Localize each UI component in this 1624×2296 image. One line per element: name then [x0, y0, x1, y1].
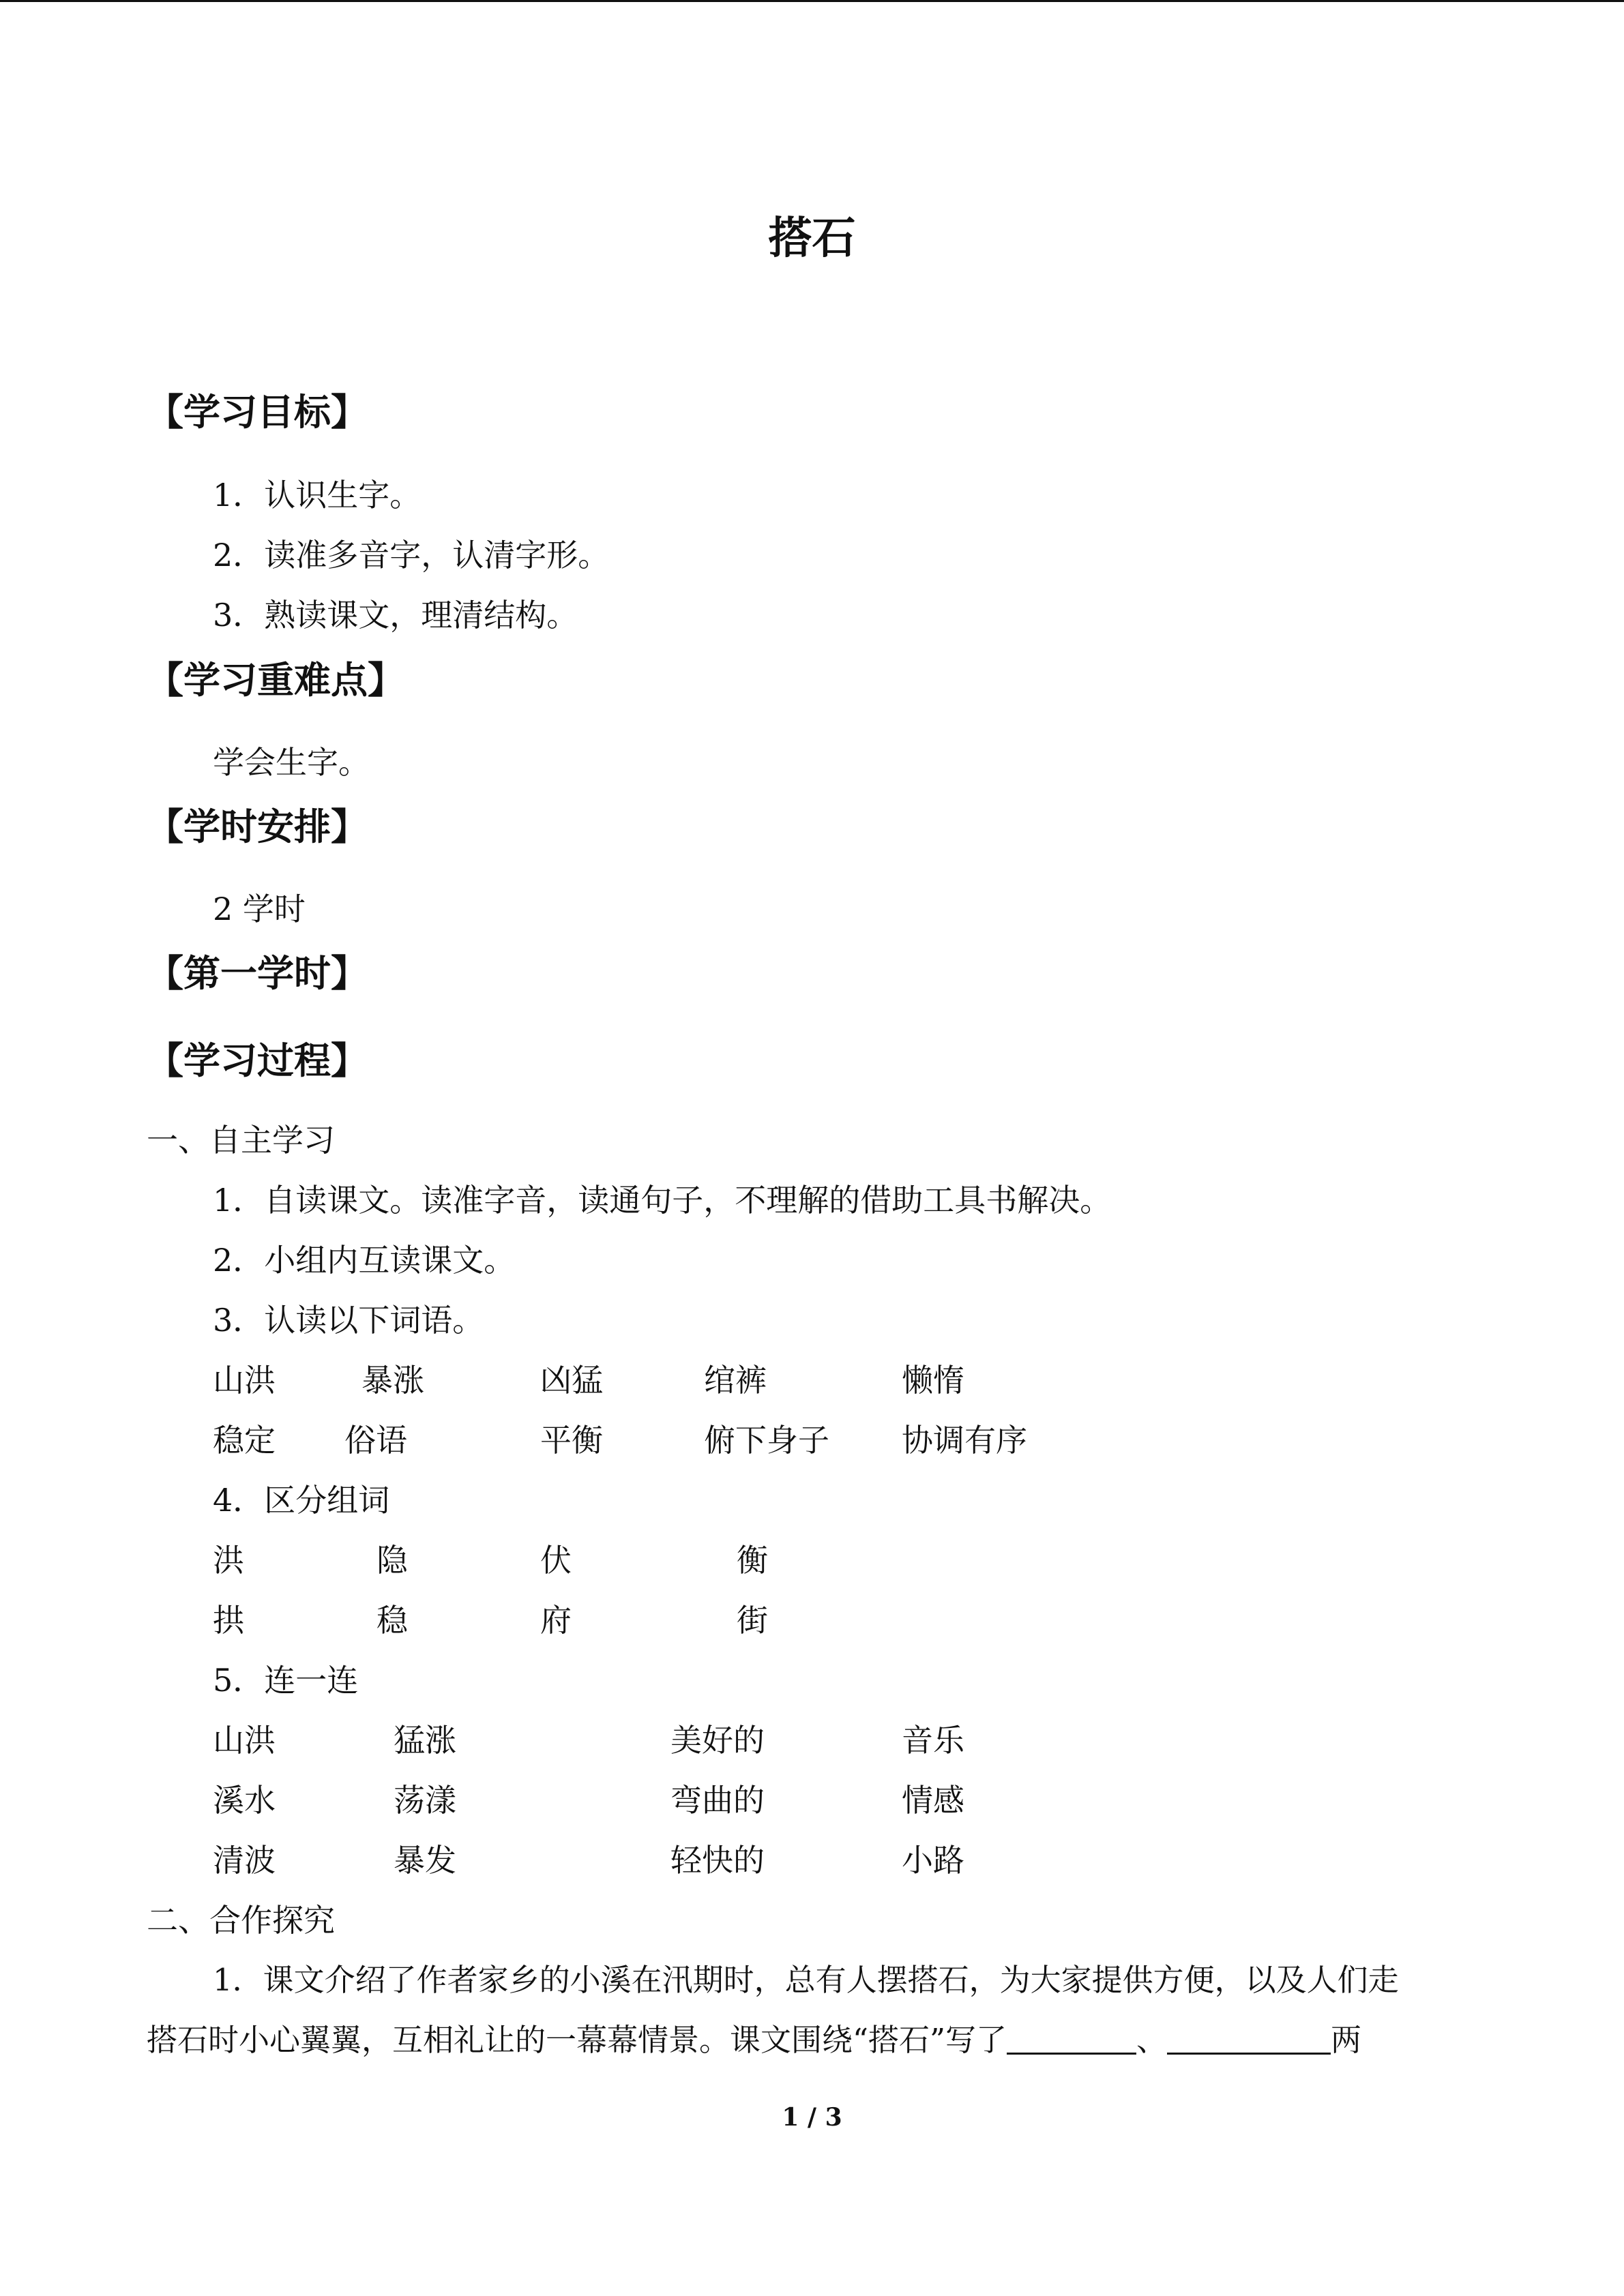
process-heading: 【学习过程】: [147, 1039, 368, 1082]
match-word: 猛涨: [394, 1722, 456, 1759]
word-row: [0, 1420, 1624, 1461]
self-study-item: 1．自读课文。读准字音，读通句子，不理解的借助工具书解决。: [213, 1182, 1112, 1219]
word: 平衡: [540, 1422, 603, 1459]
paragraph-separator: 、: [1136, 2022, 1168, 2058]
page-number: 1 / 3: [782, 2103, 842, 2132]
distinguish-row: [0, 1600, 1624, 1641]
goals-heading: 【学习目标】: [147, 391, 368, 434]
distinguish-row: [0, 1540, 1624, 1581]
word: 山洪: [213, 1362, 276, 1399]
match-word: 山洪: [213, 1722, 276, 1759]
char: 拱: [213, 1602, 244, 1639]
answer-blank[interactable]: [1167, 2021, 1331, 2055]
match-word: 情感: [902, 1782, 964, 1819]
word: 绾裤: [704, 1362, 767, 1399]
schedule-heading: 【学时安排】: [147, 805, 368, 848]
self-study-item: 4．区分组词: [213, 1482, 390, 1519]
self-study-item: 2．小组内互读课文。: [213, 1242, 516, 1279]
match-word: 暴发: [394, 1842, 456, 1879]
match-word: 清波: [213, 1842, 276, 1879]
char: 洪: [213, 1542, 244, 1579]
paragraph-text: 搭石时小心翼翼，互相礼让的一幕幕情景。课文围绕“搭石”写了: [147, 2022, 1007, 2058]
self-study-heading: 一、自主学习: [147, 1122, 335, 1159]
word: 俗语: [344, 1422, 407, 1459]
page-title: 搭石: [768, 213, 856, 264]
self-study-item: 5．连一连: [213, 1662, 359, 1699]
char: 隐: [377, 1542, 408, 1579]
match-word: 荡漾: [394, 1782, 456, 1819]
goal-item: 1．认识生字。: [213, 477, 422, 513]
word: 懒惰: [902, 1362, 964, 1399]
match-word: 弯曲的: [670, 1782, 765, 1819]
word: 凶猛: [540, 1362, 603, 1399]
paragraph-text: 两: [1331, 2022, 1362, 2058]
difficulty-heading: 【学习重难点】: [147, 659, 404, 702]
cooperative-paragraph-line: 1．课文介绍了作者家乡的小溪在汛期时，总有人摆搭石，为大家提供方便，以及人们走: [213, 1962, 1399, 1998]
char: 稳: [377, 1602, 408, 1639]
word: 俯下身子: [704, 1422, 829, 1459]
match-row: [0, 1780, 1624, 1821]
word: 协调有序: [902, 1422, 1027, 1459]
schedule-text: 2 学时: [213, 891, 306, 927]
char: 街: [737, 1602, 768, 1639]
difficulty-text: 学会生字。: [213, 744, 370, 781]
match-word: 溪水: [213, 1782, 276, 1819]
char: 伏: [540, 1542, 572, 1579]
word: 暴涨: [361, 1362, 424, 1399]
first-period-heading: 【第一学时】: [147, 952, 368, 995]
goal-item: 3．熟读课文，理清结构。: [213, 597, 578, 633]
match-word: 小路: [902, 1842, 964, 1879]
answer-blank[interactable]: [1007, 2021, 1136, 2055]
top-border: [0, 0, 1624, 2]
match-word: 美好的: [670, 1722, 765, 1759]
word-row: [0, 1360, 1624, 1401]
word: 稳定: [213, 1422, 276, 1459]
char: 衡: [737, 1542, 768, 1579]
match-word: 音乐: [902, 1722, 964, 1759]
self-study-item: 3．认读以下词语。: [213, 1302, 484, 1339]
goal-item: 2．读准多音字，认清字形。: [213, 537, 610, 573]
match-row: [0, 1840, 1624, 1881]
char: 府: [540, 1602, 572, 1639]
match-row: [0, 1720, 1624, 1761]
cooperative-paragraph-line: [147, 2020, 1361, 2061]
cooperative-heading: 二、合作探究: [147, 1902, 335, 1939]
match-word: 轻快的: [670, 1842, 765, 1879]
